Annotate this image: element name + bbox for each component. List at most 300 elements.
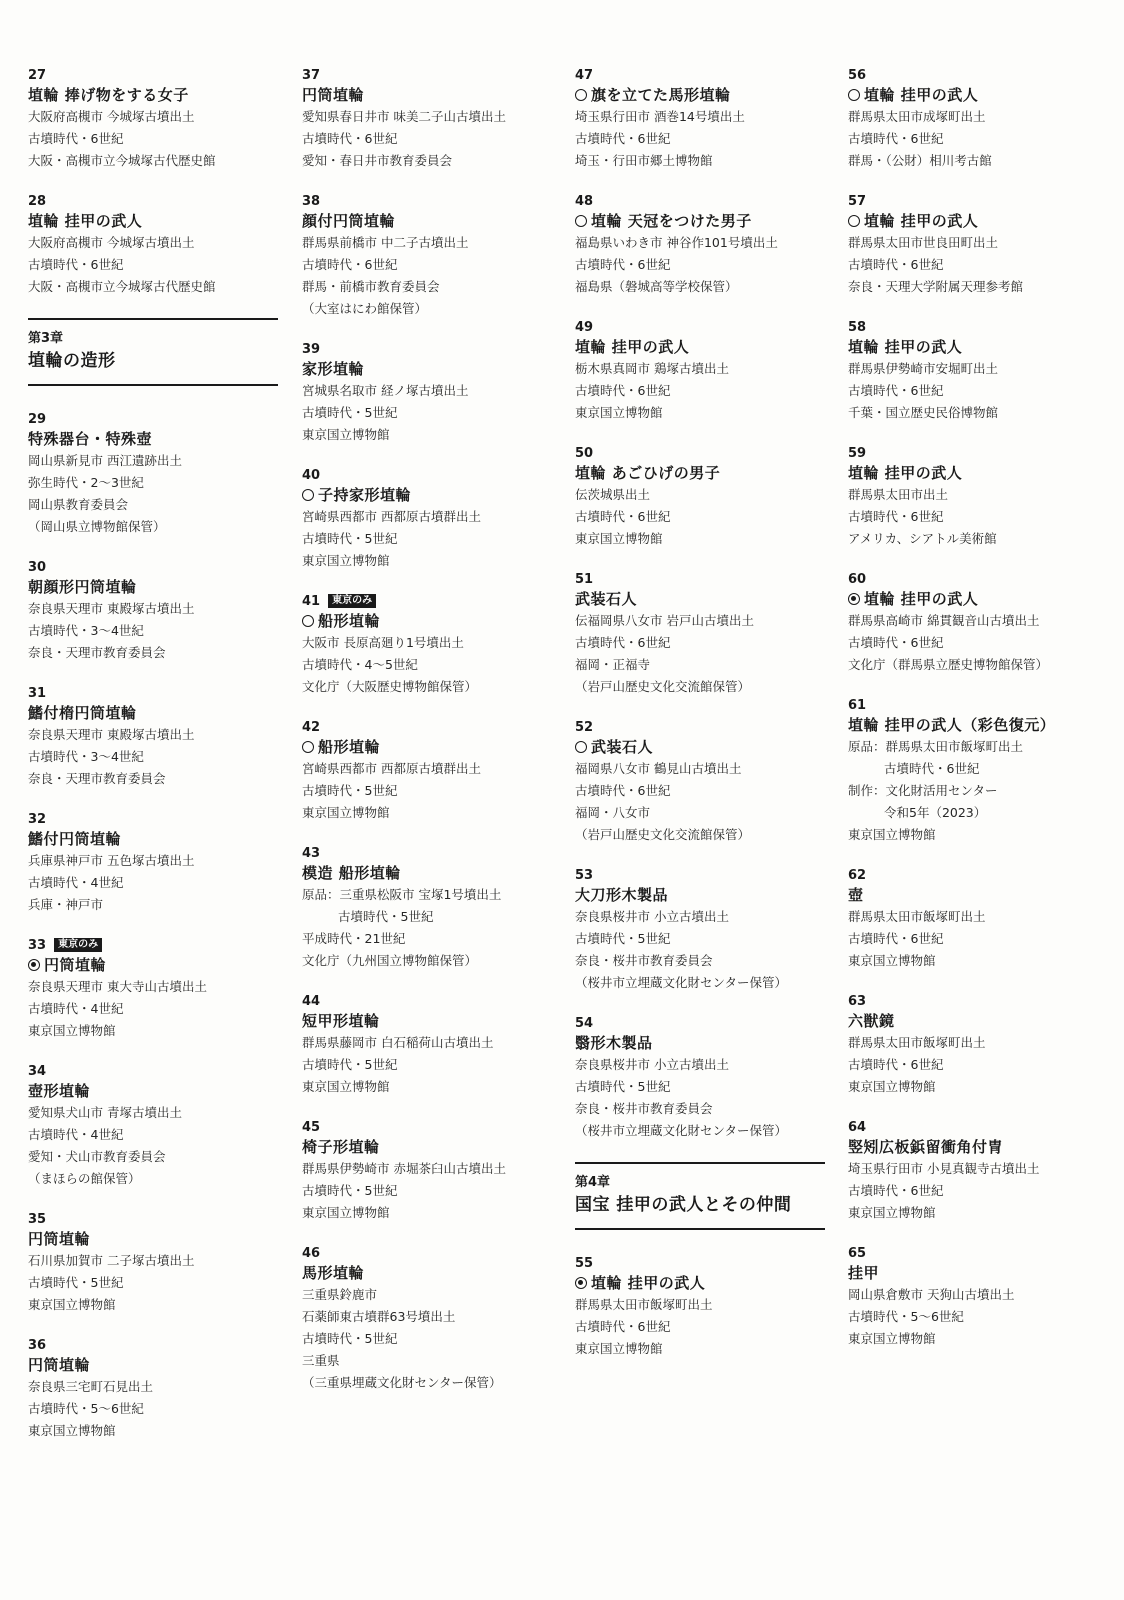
entry-detail-line: 古墳時代・3～4世紀 bbox=[28, 623, 144, 638]
entry-number: 55 bbox=[575, 1255, 594, 1271]
entry-detail-line: （桜井市立埋蔵文化財センター保管） bbox=[575, 975, 788, 990]
entry-number: 32 bbox=[28, 811, 47, 827]
entry-number: 45 bbox=[302, 1119, 321, 1135]
entry-number-row bbox=[848, 992, 1098, 1010]
entry-detail-line: 古墳時代・6世紀 bbox=[848, 1057, 944, 1072]
entry-title: 埴輪 挂甲の武人 bbox=[864, 86, 979, 104]
entry-detail-line: 古墳時代・6世紀 bbox=[848, 931, 944, 946]
entry-detail-line: 埼玉県行田市 小見真観寺古墳出土 bbox=[848, 1161, 1040, 1176]
important-cultural-property-mark-icon bbox=[848, 215, 860, 227]
entry-detail-line: 宮崎県西都市 西都原古墳群出土 bbox=[302, 509, 481, 524]
entry-detail-line: 古墳時代・6世紀 bbox=[575, 131, 671, 146]
entry-detail-line: 古墳時代・3～4世紀 bbox=[28, 749, 144, 764]
catalog-entry bbox=[28, 1062, 278, 1190]
entry-detail-line: 古墳時代・6世紀 bbox=[848, 131, 944, 146]
entry-title: 短甲形埴輪 bbox=[302, 1012, 380, 1030]
entry-detail-line: 古墳時代・6世紀 bbox=[848, 635, 944, 650]
entry-detail-line: 奈良県天理市 東殿塚古墳出土 bbox=[28, 601, 195, 616]
entry-number: 51 bbox=[575, 571, 594, 587]
entry-title-row bbox=[302, 1262, 552, 1284]
entry-number: 54 bbox=[575, 1015, 594, 1031]
entry-title-row bbox=[28, 84, 278, 106]
chapter-title: 埴輪の造形 bbox=[28, 351, 116, 371]
catalog-entry bbox=[575, 866, 825, 994]
entry-number: 48 bbox=[575, 193, 594, 209]
catalog-entry bbox=[848, 192, 1098, 298]
entry-detail-line: 石薬師東古墳群63号墳出土 bbox=[302, 1309, 456, 1324]
entry-title-row bbox=[848, 1010, 1098, 1032]
entry-title: 埴輪 挂甲の武人 bbox=[864, 590, 979, 608]
catalog-entry bbox=[575, 318, 825, 424]
entry-number: 52 bbox=[575, 719, 594, 735]
entry-title: 家形埴輪 bbox=[302, 360, 365, 378]
entry-number: 57 bbox=[848, 193, 867, 209]
entry-detail-line: 古墳時代・5～6世紀 bbox=[848, 1309, 964, 1324]
entry-detail-line: 古墳時代・4～5世紀 bbox=[302, 657, 418, 672]
entry-detail-line: 古墳時代・5世紀 bbox=[302, 405, 398, 420]
entry-number: 42 bbox=[302, 719, 321, 735]
entry-number: 37 bbox=[302, 67, 321, 83]
entry-detail-line: 古墳時代・5世紀 bbox=[302, 531, 398, 546]
entry-title-row bbox=[848, 884, 1098, 906]
entry-title-row bbox=[302, 484, 552, 506]
catalog-entry bbox=[302, 718, 552, 824]
catalog-entry bbox=[848, 696, 1098, 846]
entry-detail-line: 千葉・国立歴史民俗博物館 bbox=[848, 405, 999, 420]
entry-detail-line: 伝茨城県出土 bbox=[575, 487, 651, 502]
entry-detail-line: 埼玉県行田市 酒巻14号墳出土 bbox=[575, 109, 745, 124]
entry-title: 円筒埴輪 bbox=[28, 1230, 91, 1248]
entry-detail-line: 東京国立博物館 bbox=[28, 1023, 116, 1038]
entry-title-row bbox=[302, 210, 552, 232]
entry-detail-line: 古墳時代・5世紀 bbox=[575, 931, 671, 946]
entry-number: 63 bbox=[848, 993, 867, 1009]
entry-title: 船形埴輪 bbox=[318, 612, 381, 630]
entry-title-row bbox=[28, 954, 278, 976]
catalog-entry bbox=[28, 1210, 278, 1316]
entry-detail-line: 群馬県高崎市 綿貫観音山古墳出土 bbox=[848, 613, 1040, 628]
entry-title-row bbox=[575, 1272, 825, 1294]
catalog-entry bbox=[848, 444, 1098, 550]
entry-number-row bbox=[302, 466, 552, 484]
entry-detail-line: 奈良県天理市 東殿塚古墳出土 bbox=[28, 727, 195, 742]
catalog-entry bbox=[302, 1118, 552, 1224]
entry-detail-line: （大室はにわ館保管） bbox=[302, 301, 428, 316]
entry-detail-line: 兵庫県神戸市 五色塚古墳出土 bbox=[28, 853, 195, 868]
entry-detail-line: 奈良県三宅町石見出土 bbox=[28, 1379, 154, 1394]
entry-number-row bbox=[302, 192, 552, 210]
entry-detail-line: 奈良・桜井市教育委員会 bbox=[575, 1101, 713, 1116]
entry-detail-line: 古墳時代・6世紀 bbox=[575, 783, 671, 798]
entry-title-row bbox=[848, 1262, 1098, 1284]
catalog-entry bbox=[302, 66, 552, 172]
entry-number: 64 bbox=[848, 1119, 867, 1135]
entry-number-row bbox=[28, 558, 278, 576]
entry-detail-line: 古墳時代・5世紀 bbox=[575, 1079, 671, 1094]
entry-detail-line: 平成時代・21世紀 bbox=[302, 931, 406, 946]
entry-detail-line: 奈良県桜井市 小立古墳出土 bbox=[575, 909, 729, 924]
entry-title-row bbox=[575, 462, 825, 484]
entry-title-row bbox=[848, 714, 1098, 736]
important-cultural-property-mark-icon bbox=[848, 89, 860, 101]
entry-title: 六獣鏡 bbox=[848, 1012, 895, 1030]
entry-title-row bbox=[28, 828, 278, 850]
entry-detail-line: 古墳時代・6世紀 bbox=[848, 257, 944, 272]
entry-detail-line: 群馬県伊勢崎市 赤堀茶臼山古墳出土 bbox=[302, 1161, 506, 1176]
catalog-entry bbox=[848, 866, 1098, 972]
entry-title-row bbox=[575, 1032, 825, 1054]
entry-number: 39 bbox=[302, 341, 321, 357]
entry-detail-line: 奈良・天理市教育委員会 bbox=[28, 645, 166, 660]
important-cultural-property-mark-icon bbox=[302, 489, 314, 501]
chapter-heading bbox=[28, 318, 278, 386]
entry-title: 鰭付円筒埴輪 bbox=[28, 830, 122, 848]
entry-title-row bbox=[28, 428, 278, 450]
entry-detail-line: 原品：三重県松阪市 宝塚1号墳出土 bbox=[302, 887, 502, 902]
entry-title: 埴輪 捧げ物をする女子 bbox=[28, 86, 189, 104]
entry-title: 鰭付楕円筒埴輪 bbox=[28, 704, 137, 722]
entry-detail-line: 東京国立博物館 bbox=[848, 1205, 936, 1220]
entry-detail-line: 原品：群馬県太田市飯塚町出土 bbox=[848, 739, 1024, 754]
entry-detail-line: 東京国立博物館 bbox=[575, 405, 663, 420]
entry-detail-line: 古墳時代・5世紀 bbox=[338, 909, 434, 924]
catalog-entry bbox=[28, 66, 278, 172]
entry-detail-line: 奈良県桜井市 小立古墳出土 bbox=[575, 1057, 729, 1072]
entry-detail-line: （まほらの館保管） bbox=[28, 1171, 141, 1186]
entry-detail-line: （岡山県立博物館保管） bbox=[28, 519, 166, 534]
entry-detail-line: 伝福岡県八女市 岩戸山古墳出土 bbox=[575, 613, 754, 628]
entry-number-row bbox=[28, 936, 278, 954]
entry-detail-line: 群馬県太田市飯塚町出土 bbox=[575, 1297, 713, 1312]
entry-number-row bbox=[848, 1118, 1098, 1136]
entry-number-row bbox=[575, 1254, 825, 1272]
catalog-column-2 bbox=[302, 66, 552, 1414]
entry-detail-line: 愛知県春日井市 味美二子山古墳出土 bbox=[302, 109, 506, 124]
entry-detail-line: 福岡県八女市 鶴見山古墳出土 bbox=[575, 761, 742, 776]
entry-detail-line: 福岡・八女市 bbox=[575, 805, 651, 820]
entry-detail-line: 東京国立博物館 bbox=[575, 1341, 663, 1356]
entry-number: 36 bbox=[28, 1337, 47, 1353]
entry-number: 56 bbox=[848, 67, 867, 83]
chapter-title: 国宝 挂甲の武人とその仲間 bbox=[575, 1195, 792, 1215]
entry-detail-line: 大阪・高槻市立今城塚古代歴史館 bbox=[28, 153, 216, 168]
entry-detail-line: 古墳時代・5世紀 bbox=[302, 783, 398, 798]
entry-number: 60 bbox=[848, 571, 867, 587]
catalog-entry bbox=[28, 684, 278, 790]
entry-number: 46 bbox=[302, 1245, 321, 1261]
entry-number-row bbox=[28, 66, 278, 84]
entry-detail-line: 群馬県太田市飯塚町出土 bbox=[848, 909, 986, 924]
entry-detail-line: 古墳時代・6世紀 bbox=[848, 1183, 944, 1198]
entry-number-row bbox=[302, 718, 552, 736]
entry-detail-line: 大阪府高槻市 今城塚古墳出土 bbox=[28, 109, 195, 124]
entry-title-row bbox=[302, 862, 552, 884]
entry-title-row bbox=[575, 336, 825, 358]
chapter-heading bbox=[575, 1162, 825, 1230]
entry-title-row bbox=[848, 462, 1098, 484]
entry-number-row bbox=[575, 444, 825, 462]
entry-number-row bbox=[575, 1014, 825, 1032]
entry-title: 武装石人 bbox=[575, 590, 638, 608]
entry-title-row bbox=[28, 1228, 278, 1250]
entry-detail-line: 福岡・正福寺 bbox=[575, 657, 651, 672]
entry-number: 38 bbox=[302, 193, 321, 209]
entry-detail-line: 岡山県教育委員会 bbox=[28, 497, 129, 512]
entry-title: 竪矧広板鋲留衝角付冑 bbox=[848, 1138, 1004, 1156]
entry-title: 埴輪 挂甲の武人 bbox=[28, 212, 143, 230]
entry-number: 40 bbox=[302, 467, 321, 483]
entry-detail-line: 群馬・（公財）相川考古館 bbox=[848, 153, 992, 168]
entry-number-row bbox=[848, 570, 1098, 588]
entry-detail-line: 兵庫・神戸市 bbox=[28, 897, 104, 912]
entry-detail-line: 東京国立博物館 bbox=[848, 1331, 936, 1346]
catalog-entry bbox=[302, 1244, 552, 1394]
national-treasure-mark-icon bbox=[848, 593, 860, 605]
entry-detail-line: 文化庁（九州国立博物館保管） bbox=[302, 953, 478, 968]
catalog-entry bbox=[28, 192, 278, 298]
entry-number-row bbox=[302, 992, 552, 1010]
entry-detail-line: 古墳時代・4世紀 bbox=[28, 1001, 124, 1016]
entry-number: 35 bbox=[28, 1211, 47, 1227]
entry-detail-line: 東京国立博物館 bbox=[28, 1297, 116, 1312]
entry-detail-line: アメリカ、シアトル美術館 bbox=[848, 531, 997, 546]
entry-number: 29 bbox=[28, 411, 47, 427]
entry-detail-line: 東京国立博物館 bbox=[302, 553, 390, 568]
entry-detail-line: 福島県いわき市 神谷作101号墳出土 bbox=[575, 235, 778, 250]
catalog-entry bbox=[302, 192, 552, 320]
entry-detail-line: 令和5年（2023） bbox=[884, 805, 987, 820]
entry-title: 埴輪 挂甲の武人（彩色復元） bbox=[848, 716, 1056, 734]
entry-title: 模造 船形埴輪 bbox=[302, 864, 401, 882]
catalog-entry bbox=[302, 340, 552, 446]
catalog-entry bbox=[848, 1118, 1098, 1224]
entry-number: 50 bbox=[575, 445, 594, 461]
entry-title: 円筒埴輪 bbox=[302, 86, 365, 104]
entry-title: 朝顔形円筒埴輪 bbox=[28, 578, 137, 596]
entry-number-row bbox=[302, 1244, 552, 1262]
catalog-entry bbox=[575, 1014, 825, 1142]
entry-number-row bbox=[302, 592, 552, 610]
catalog-entry bbox=[302, 992, 552, 1098]
catalog-entry bbox=[575, 718, 825, 846]
tokyo-only-badge: 東京のみ bbox=[54, 938, 102, 952]
entry-number: 44 bbox=[302, 993, 321, 1009]
entry-title-row bbox=[575, 84, 825, 106]
entry-detail-line: （岩戸山歴史文化交流館保管） bbox=[575, 679, 751, 694]
entry-title-row bbox=[302, 736, 552, 758]
entry-detail-line: 古墳時代・6世紀 bbox=[848, 509, 944, 524]
entry-title: 埴輪 挂甲の武人 bbox=[575, 338, 690, 356]
catalog-column-4 bbox=[848, 66, 1098, 1370]
entry-number-row bbox=[28, 192, 278, 210]
entry-detail-line: 古墳時代・6世紀 bbox=[575, 1319, 671, 1334]
tokyo-only-badge: 東京のみ bbox=[328, 594, 376, 608]
entry-detail-line: 東京国立博物館 bbox=[302, 427, 390, 442]
entry-number-row bbox=[28, 810, 278, 828]
entry-number-row bbox=[302, 340, 552, 358]
entry-title-row bbox=[28, 702, 278, 724]
entry-detail-line: 東京国立博物館 bbox=[848, 953, 936, 968]
entry-number: 27 bbox=[28, 67, 47, 83]
entry-detail-line: 古墳時代・6世紀 bbox=[302, 257, 398, 272]
entry-title: 埴輪 天冠をつけた男子 bbox=[591, 212, 752, 230]
entry-number: 53 bbox=[575, 867, 594, 883]
entry-title-row bbox=[302, 84, 552, 106]
entry-title: 武装石人 bbox=[591, 738, 654, 756]
entry-title-row bbox=[302, 610, 552, 632]
entry-title-row bbox=[575, 588, 825, 610]
entry-number: 33 bbox=[28, 937, 47, 953]
entry-detail-line: 文化庁（大阪歴史博物館保管） bbox=[302, 679, 478, 694]
entry-title-row bbox=[848, 1136, 1098, 1158]
entry-detail-line: 宮崎県西都市 西都原古墳群出土 bbox=[302, 761, 481, 776]
entry-detail-line: 奈良・天理大学附属天理参考館 bbox=[848, 279, 1024, 294]
entry-detail-line: 古墳時代・6世紀 bbox=[848, 383, 944, 398]
catalog-entry bbox=[28, 810, 278, 916]
entry-title: 埴輪 挂甲の武人 bbox=[864, 212, 979, 230]
entry-detail-line: 制作：文化財活用センター bbox=[848, 783, 998, 798]
entry-number: 47 bbox=[575, 67, 594, 83]
entry-number-row bbox=[848, 866, 1098, 884]
entry-detail-line: 古墳時代・6世紀 bbox=[28, 131, 124, 146]
entry-number-row bbox=[575, 718, 825, 736]
entry-title-row bbox=[575, 884, 825, 906]
entry-detail-line: 東京国立博物館 bbox=[848, 827, 936, 842]
entry-detail-line: 古墳時代・6世紀 bbox=[884, 761, 980, 776]
entry-detail-line: 古墳時代・6世紀 bbox=[575, 383, 671, 398]
entry-title: 円筒埴輪 bbox=[28, 1356, 91, 1374]
entry-detail-line: 東京国立博物館 bbox=[848, 1079, 936, 1094]
entry-number-row bbox=[28, 1062, 278, 1080]
entry-title-row bbox=[302, 1136, 552, 1158]
catalog-entry bbox=[302, 592, 552, 698]
entry-detail-line: 群馬・前橋市教育委員会 bbox=[302, 279, 440, 294]
entry-number-row bbox=[575, 318, 825, 336]
entry-title: 挂甲 bbox=[848, 1264, 880, 1282]
entry-number: 58 bbox=[848, 319, 867, 335]
entry-title: 顔付円筒埴輪 bbox=[302, 212, 396, 230]
entry-detail-line: 愛知・犬山市教育委員会 bbox=[28, 1149, 166, 1164]
entry-detail-line: 古墳時代・5～6世紀 bbox=[28, 1401, 144, 1416]
entry-number-row bbox=[575, 866, 825, 884]
entry-title-row bbox=[28, 576, 278, 598]
important-cultural-property-mark-icon bbox=[575, 741, 587, 753]
entry-title: 翳形木製品 bbox=[575, 1034, 653, 1052]
entry-detail-line: 三重県鈴鹿市 bbox=[302, 1287, 378, 1302]
national-treasure-mark-icon bbox=[28, 959, 40, 971]
important-cultural-property-mark-icon bbox=[575, 89, 587, 101]
entry-detail-line: 東京国立博物館 bbox=[302, 805, 390, 820]
entry-detail-line: 東京国立博物館 bbox=[575, 531, 663, 546]
catalog-entry bbox=[302, 844, 552, 972]
catalog-column-1 bbox=[28, 66, 278, 1462]
entry-title-row bbox=[848, 336, 1098, 358]
entry-detail-line: 三重県 bbox=[302, 1353, 340, 1368]
entry-number-row bbox=[28, 684, 278, 702]
entry-number: 30 bbox=[28, 559, 47, 575]
entry-number: 49 bbox=[575, 319, 594, 335]
entry-title: 大刀形木製品 bbox=[575, 886, 669, 904]
entry-detail-line: 福島県（磐城高等学校保管） bbox=[575, 279, 738, 294]
entry-detail-line: 古墳時代・4世紀 bbox=[28, 1127, 124, 1142]
entry-title: 埴輪 あごひげの男子 bbox=[575, 464, 721, 482]
catalog-entry bbox=[28, 558, 278, 664]
catalog-entry bbox=[575, 570, 825, 698]
entry-detail-line: 東京国立博物館 bbox=[28, 1423, 116, 1438]
entry-detail-line: 愛知・春日井市教育委員会 bbox=[302, 153, 453, 168]
entry-number-row bbox=[28, 1336, 278, 1354]
entry-number-row bbox=[848, 1244, 1098, 1262]
entry-number: 62 bbox=[848, 867, 867, 883]
entry-detail-line: 岡山県新見市 西江遺跡出土 bbox=[28, 453, 182, 468]
important-cultural-property-mark-icon bbox=[575, 215, 587, 227]
catalog-entry bbox=[575, 444, 825, 550]
entry-detail-line: 文化庁（群馬県立歴史博物館保管） bbox=[848, 657, 1049, 672]
entry-title: 船形埴輪 bbox=[318, 738, 381, 756]
entry-title: 子持家形埴輪 bbox=[318, 486, 412, 504]
entry-detail-line: 奈良・天理市教育委員会 bbox=[28, 771, 166, 786]
entry-title-row bbox=[28, 1080, 278, 1102]
chapter-label: 第3章 bbox=[28, 331, 64, 346]
entry-detail-line: 古墳時代・5世紀 bbox=[302, 1331, 398, 1346]
entry-title: 壺 bbox=[848, 886, 864, 904]
entry-detail-line: 古墳時代・6世紀 bbox=[302, 131, 398, 146]
catalog-entry bbox=[848, 570, 1098, 676]
entry-number: 43 bbox=[302, 845, 321, 861]
entry-detail-line: 大阪府高槻市 今城塚古墳出土 bbox=[28, 235, 195, 250]
entry-detail-line: 群馬県太田市出土 bbox=[848, 487, 949, 502]
entry-detail-line: 大阪市 長原高廻り1号墳出土 bbox=[302, 635, 464, 650]
entry-detail-line: 古墳時代・5世紀 bbox=[28, 1275, 124, 1290]
entry-detail-line: 宮城県名取市 経ノ塚古墳出土 bbox=[302, 383, 469, 398]
entry-detail-line: 奈良県天理市 東大寺山古墳出土 bbox=[28, 979, 207, 994]
entry-title-row bbox=[28, 1354, 278, 1376]
entry-title: 埴輪 挂甲の武人 bbox=[848, 338, 963, 356]
catalog-entry bbox=[28, 936, 278, 1042]
entry-title: 壺形埴輪 bbox=[28, 1082, 91, 1100]
entry-title-row bbox=[302, 1010, 552, 1032]
entry-number: 31 bbox=[28, 685, 47, 701]
entry-title-row bbox=[575, 736, 825, 758]
entry-detail-line: 古墳時代・5世紀 bbox=[302, 1183, 398, 1198]
entry-detail-line: 古墳時代・4世紀 bbox=[28, 875, 124, 890]
entry-number-row bbox=[848, 696, 1098, 714]
entry-detail-line: 群馬県太田市成塚町出土 bbox=[848, 109, 986, 124]
entry-number-row bbox=[302, 844, 552, 862]
entry-number-row bbox=[575, 66, 825, 84]
entry-detail-line: 群馬県前橋市 中二子古墳出土 bbox=[302, 235, 469, 250]
entry-detail-line: （三重県埋蔵文化財センター保管） bbox=[302, 1375, 502, 1390]
entry-number-row bbox=[848, 192, 1098, 210]
entry-title-row bbox=[302, 358, 552, 380]
entry-title: 埴輪 挂甲の武人 bbox=[848, 464, 963, 482]
catalog-entry bbox=[575, 192, 825, 298]
entry-detail-line: 栃木県真岡市 鶏塚古墳出土 bbox=[575, 361, 729, 376]
catalog-entry bbox=[848, 992, 1098, 1098]
entry-detail-line: 愛知県犬山市 青塚古墳出土 bbox=[28, 1105, 182, 1120]
entry-number-row bbox=[575, 570, 825, 588]
entry-detail-line: 奈良・桜井市教育委員会 bbox=[575, 953, 713, 968]
entry-detail-line: 古墳時代・6世紀 bbox=[28, 257, 124, 272]
entry-title: 馬形埴輪 bbox=[302, 1264, 365, 1282]
catalog-column-3 bbox=[575, 66, 825, 1380]
entry-number-row bbox=[848, 318, 1098, 336]
entry-detail-line: （桜井市立埋蔵文化財センター保管） bbox=[575, 1123, 788, 1138]
entry-number: 41 bbox=[302, 593, 321, 609]
entry-title: 旗を立てた馬形埴輪 bbox=[591, 86, 731, 104]
entry-detail-line: 古墳時代・6世紀 bbox=[575, 635, 671, 650]
entry-detail-line: 古墳時代・5世紀 bbox=[302, 1057, 398, 1072]
